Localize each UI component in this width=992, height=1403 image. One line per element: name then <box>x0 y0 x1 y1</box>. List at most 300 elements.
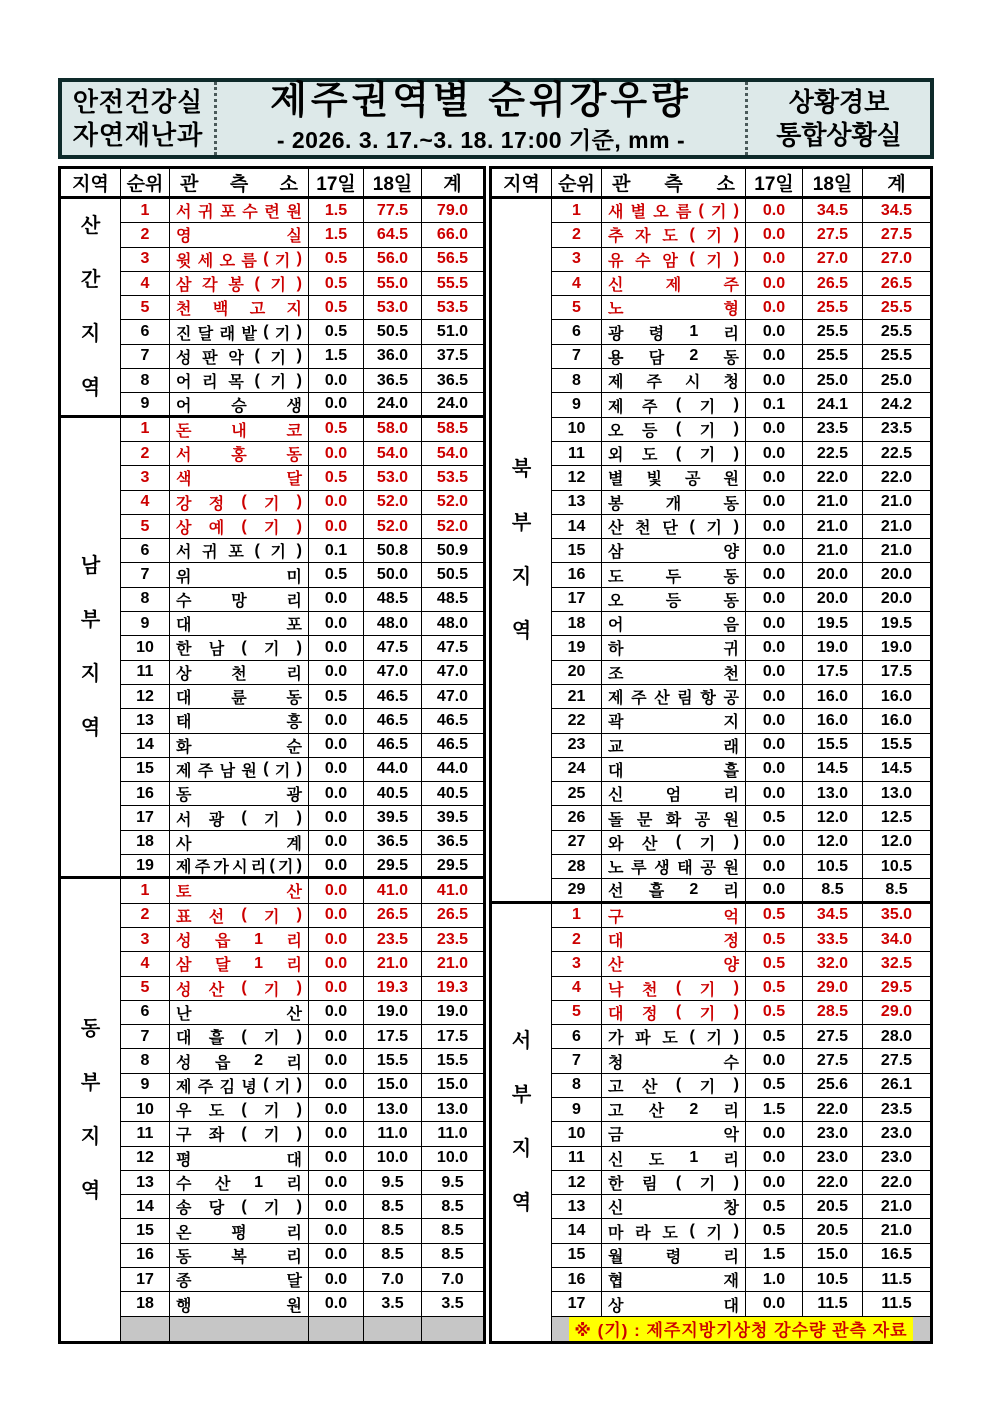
total-cell: 25.5 <box>863 320 930 344</box>
station-char: 귀 <box>198 204 214 222</box>
total-cell: 16.0 <box>863 709 930 733</box>
total-cell: 10.5 <box>863 855 930 879</box>
station-char: 협 <box>608 1273 624 1291</box>
station-char: ( <box>698 201 704 219</box>
rank-cell: 3 <box>121 928 170 952</box>
station-char: 흥 <box>286 714 302 732</box>
total-cell: 20.0 <box>863 563 930 587</box>
rank-cell: 14 <box>121 734 170 758</box>
station-char: 광 <box>208 811 225 829</box>
station-char: ) <box>296 1197 302 1215</box>
station-char: 원 <box>723 471 739 489</box>
day17-cell: 0.0 <box>746 1122 803 1146</box>
total-cell: 27.0 <box>863 248 930 272</box>
station-char: 표 <box>176 908 192 926</box>
station-char: 기 <box>706 252 722 270</box>
day17-cell: 0.5 <box>309 685 364 709</box>
station-char: ( <box>269 856 275 874</box>
day17-cell: 0.0 <box>746 685 803 709</box>
day17-cell: 0.0 <box>746 539 803 563</box>
station-char: 산 <box>286 884 302 902</box>
station-char: 기 <box>274 1078 291 1096</box>
day18-cell: 22.0 <box>803 1171 863 1195</box>
station-cell <box>170 199 309 223</box>
station-char: 라 <box>635 1224 651 1242</box>
rank-cell: 23 <box>552 734 602 758</box>
station-char: 정 <box>641 1005 658 1023</box>
station-char: 원 <box>723 860 739 878</box>
region-label <box>61 879 121 1341</box>
station-char: ) <box>733 1222 739 1240</box>
station-char: 사 <box>176 835 192 853</box>
total-cell: 39.5 <box>422 806 483 830</box>
day18-cell: 22.0 <box>803 1098 863 1122</box>
day18-cell: 7.0 <box>364 1268 422 1292</box>
total-header: 계 <box>863 169 930 199</box>
day17-cell: 0.0 <box>746 442 803 466</box>
station-char: 리 <box>286 957 302 975</box>
station-char: 등 <box>641 422 658 440</box>
station-char: 강 <box>176 495 192 513</box>
station-char: 지 <box>286 301 302 319</box>
station-char: 항 <box>700 690 716 708</box>
station-char: 원 <box>241 762 257 780</box>
station-char: 판 <box>202 349 218 367</box>
station-char: 화 <box>176 738 192 756</box>
rank-cell: 8 <box>121 369 170 393</box>
station-char: 삼 <box>176 277 192 295</box>
station-char: 령 <box>665 1248 682 1266</box>
rainfall-tables <box>58 166 933 1344</box>
day17-cell: 0.5 <box>746 1001 803 1025</box>
station-char: ( <box>254 347 260 365</box>
rank-cell: 2 <box>552 223 602 247</box>
station-cell <box>170 320 309 344</box>
station-cell <box>602 1292 746 1316</box>
station-char: ( <box>241 1027 247 1045</box>
total-cell: 15.0 <box>422 1074 483 1098</box>
day17-cell: 0.5 <box>309 248 364 272</box>
region-label-char: 지 <box>511 1138 532 1161</box>
day18-header: 18일 <box>364 169 422 199</box>
total-cell: 8.5 <box>422 1219 483 1243</box>
day18-cell: 36.0 <box>364 345 422 369</box>
station-char: 리 <box>723 1248 739 1266</box>
total-cell: 23.5 <box>422 928 483 952</box>
org-line2: 자연재난과 <box>72 119 204 150</box>
station-char: 리 <box>723 1151 739 1169</box>
rank-cell: 8 <box>552 369 602 393</box>
station-char: 제 <box>608 374 624 392</box>
station-cell <box>602 806 746 830</box>
rank-cell: 3 <box>552 248 602 272</box>
station-char: 도 <box>662 228 678 246</box>
station-char: 망 <box>231 592 247 610</box>
title-block <box>217 79 745 155</box>
total-cell: 8.5 <box>422 1244 483 1268</box>
station-char: ) <box>733 225 739 243</box>
rank-cell: 8 <box>121 1049 170 1073</box>
station-char: 대 <box>608 1005 624 1023</box>
station-cell <box>602 709 746 733</box>
day17-cell: 0.0 <box>309 491 364 515</box>
total-cell: 54.0 <box>422 442 483 466</box>
station-char: 측 <box>664 174 683 195</box>
station-cell <box>170 855 309 879</box>
total-cell: 24.2 <box>863 393 930 417</box>
station-char: ( <box>675 1173 682 1191</box>
day18-cell: 41.0 <box>364 879 422 903</box>
total-cell: 47.0 <box>422 685 483 709</box>
day18-cell: 16.0 <box>803 709 863 733</box>
day18-cell: 25.5 <box>803 320 863 344</box>
day18-cell: 27.0 <box>803 248 863 272</box>
day17-cell: 0.0 <box>309 734 364 758</box>
day18-cell: 20.5 <box>803 1195 863 1219</box>
day17-cell: 0.0 <box>746 612 803 636</box>
station-char: 평 <box>176 1151 192 1169</box>
total-cell: 66.0 <box>422 223 483 247</box>
day17-cell: 0.0 <box>309 393 364 417</box>
station-cell <box>170 1292 309 1316</box>
station-char: ( <box>241 1100 247 1118</box>
day18-cell: 19.3 <box>364 977 422 1001</box>
room-line1: 상황경보 <box>788 87 890 117</box>
station-char: 주 <box>197 1078 214 1096</box>
day18-cell: 15.0 <box>803 1244 863 1268</box>
station-char: 양 <box>723 957 739 975</box>
total-cell: 21.0 <box>863 515 930 539</box>
rank-cell: 10 <box>121 636 170 660</box>
day18-cell: 11.0 <box>364 1122 422 1146</box>
day18-cell: 77.5 <box>364 199 422 223</box>
station-char: 승 <box>231 397 247 415</box>
total-cell: 21.0 <box>863 539 930 563</box>
rank-cell: 16 <box>552 1268 602 1292</box>
day18-cell: 46.5 <box>364 709 422 733</box>
region-label-char: 서 <box>511 1030 532 1053</box>
region-label-char: 동 <box>80 1018 101 1041</box>
station-char: 남 <box>208 641 225 659</box>
station-char: 름 <box>675 204 692 222</box>
station-cell <box>602 782 746 806</box>
day18-cell: 32.0 <box>803 952 863 976</box>
total-cell: 26.1 <box>863 1074 930 1098</box>
day18-cell: 36.5 <box>364 369 422 393</box>
station-char: 어 <box>176 397 192 415</box>
rank-cell: 7 <box>552 1049 602 1073</box>
rank-cell: 17 <box>121 1268 170 1292</box>
station-char: 기 <box>699 422 716 440</box>
station-char: ( <box>241 638 247 656</box>
day17-cell: 0.0 <box>746 466 803 490</box>
station-char: 흘 <box>208 1030 225 1048</box>
station-char: 등 <box>665 592 682 610</box>
day18-cell: 15.0 <box>364 1074 422 1098</box>
station-char: ) <box>296 541 302 559</box>
station-char: 림 <box>641 1176 658 1194</box>
day18-cell: 50.8 <box>364 539 422 563</box>
station-char: 봉 <box>228 277 244 295</box>
station-cell <box>170 1147 309 1171</box>
station-char: 미 <box>286 568 302 586</box>
total-cell: 22.5 <box>863 442 930 466</box>
station-char: 어 <box>608 617 624 635</box>
day17-cell: 0.0 <box>309 612 364 636</box>
station-char: 억 <box>723 908 739 926</box>
total-cell: 32.5 <box>863 952 930 976</box>
day17-header: 17일 <box>309 169 364 199</box>
station-char: 청 <box>608 1054 624 1072</box>
station-char: 유 <box>608 252 624 270</box>
day18-cell: 8.5 <box>364 1195 422 1219</box>
day18-cell: 16.0 <box>803 685 863 709</box>
station-cell <box>602 442 746 466</box>
rank-cell: 6 <box>121 320 170 344</box>
station-char: 산 <box>608 520 624 537</box>
day18-cell: 23.0 <box>803 1147 863 1171</box>
day17-cell: 0.0 <box>746 491 803 515</box>
day17-cell: 0.0 <box>309 928 364 952</box>
day18-cell: 50.5 <box>364 320 422 344</box>
total-cell: 47.0 <box>422 661 483 685</box>
day17-cell: 0.5 <box>746 1195 803 1219</box>
region-label-char: 부 <box>80 608 101 631</box>
station-char: 오 <box>653 204 669 222</box>
day17-cell: 0.5 <box>309 272 364 296</box>
footnote-cell <box>552 1317 930 1341</box>
rank-cell: 6 <box>552 1025 602 1049</box>
station-char: 복 <box>231 1248 247 1266</box>
station-char: ( <box>241 1197 247 1215</box>
rank-cell: 22 <box>552 709 602 733</box>
station-char: ) <box>733 420 739 438</box>
rank-cell: 6 <box>121 539 170 563</box>
total-cell: 23.5 <box>863 418 930 442</box>
station-char: 별 <box>630 204 647 222</box>
station-char: 와 <box>608 835 624 853</box>
station-char: 기 <box>706 520 722 537</box>
region-label-char: 부 <box>511 511 532 534</box>
day17-cell: 0.0 <box>309 1098 364 1122</box>
total-cell: 15.5 <box>422 1049 483 1073</box>
rank-header: 순위 <box>121 169 170 199</box>
total-cell: 36.5 <box>422 369 483 393</box>
day17-cell: 0.5 <box>746 904 803 928</box>
station-char: 도 <box>641 447 658 465</box>
station-char: 도 <box>208 1103 225 1121</box>
total-cell: 12.0 <box>863 831 930 855</box>
station-char: 기 <box>699 447 716 465</box>
day17-cell: 0.0 <box>309 855 364 879</box>
org-line1: 안전건강실 <box>72 87 204 117</box>
station-char: 기 <box>270 349 286 367</box>
day17-cell: 0.0 <box>746 831 803 855</box>
station-char: ( <box>689 517 695 535</box>
station-cell <box>170 563 309 587</box>
station-char: 천 <box>635 520 651 537</box>
day18-cell: 20.5 <box>803 1219 863 1243</box>
station-char: 어 <box>176 374 192 392</box>
day18-cell: 22.5 <box>803 442 863 466</box>
rank-cell: 12 <box>121 685 170 709</box>
station-char: ( <box>241 906 247 924</box>
station-cell <box>170 831 309 855</box>
station-cell <box>602 758 746 782</box>
day18-cell: 25.6 <box>803 1074 863 1098</box>
station-cell <box>602 952 746 976</box>
total-cell: 44.0 <box>422 758 483 782</box>
rank-cell: 17 <box>552 588 602 612</box>
total-cell: 20.0 <box>863 588 930 612</box>
station-char: 리 <box>286 1248 302 1266</box>
station-char: 대 <box>176 617 192 635</box>
station-cell <box>602 320 746 344</box>
rank-cell: 6 <box>552 320 602 344</box>
station-cell <box>602 1001 746 1025</box>
total-cell: 26.5 <box>863 272 930 296</box>
station-char: ) <box>296 1027 302 1045</box>
day17-cell: 0.5 <box>746 1025 803 1049</box>
station-char: 삼 <box>176 957 192 975</box>
station-char: 동 <box>723 349 739 367</box>
station-char: 대 <box>176 1030 192 1048</box>
rank-cell: 10 <box>552 418 602 442</box>
station-char: 기 <box>277 859 294 877</box>
station-char: 주 <box>646 374 662 392</box>
station-char: 오 <box>608 592 624 610</box>
rank-cell: 14 <box>552 1219 602 1243</box>
region-label-char: 역 <box>511 1192 532 1215</box>
station-header <box>170 169 309 199</box>
day18-cell: 19.0 <box>803 636 863 660</box>
total-cell: 40.5 <box>422 782 483 806</box>
rank-cell: 18 <box>121 831 170 855</box>
rank-cell: 9 <box>121 393 170 417</box>
station-char: 흘 <box>723 762 739 780</box>
station-char: 2 <box>689 347 699 365</box>
station-char: 동 <box>723 592 739 610</box>
day18-cell: 46.5 <box>364 734 422 758</box>
station-char: 음 <box>723 617 739 635</box>
total-cell: 36.5 <box>422 831 483 855</box>
station-char: 기 <box>263 908 280 926</box>
station-char: 기 <box>274 325 291 343</box>
station-cell <box>170 1001 309 1025</box>
station-char: 수 <box>176 1176 192 1194</box>
station-char: 리 <box>723 883 739 901</box>
station-char: 서 <box>176 811 192 829</box>
total-cell: 21.0 <box>863 1219 930 1243</box>
rank-cell: 4 <box>121 952 170 976</box>
station-char: 공 <box>723 690 739 708</box>
station-cell <box>170 539 309 563</box>
station-cell <box>602 1244 746 1268</box>
day17-cell: 0.0 <box>746 782 803 806</box>
total-cell: 14.5 <box>863 758 930 782</box>
station-char: 래 <box>723 738 739 756</box>
station-cell <box>170 393 309 417</box>
station-cell <box>170 588 309 612</box>
station-char: ( <box>263 250 269 268</box>
total-cell: 25.5 <box>863 345 930 369</box>
day18-cell: 54.0 <box>364 442 422 466</box>
day18-cell: 23.5 <box>803 418 863 442</box>
day18-cell: 15.5 <box>803 734 863 758</box>
day18-cell: 27.5 <box>803 1049 863 1073</box>
station-char: 기 <box>699 835 716 853</box>
station-char: 내 <box>231 422 247 440</box>
rainfall-table-right <box>489 166 933 1344</box>
station-char: 서 <box>176 544 192 562</box>
station-char: 양 <box>723 544 739 562</box>
day17-cell: 0.0 <box>309 1171 364 1195</box>
station-cell <box>602 661 746 685</box>
station-char: 화 <box>665 811 682 829</box>
station-char: 리 <box>286 592 302 610</box>
station-char: 정 <box>723 933 739 951</box>
room-line2: 통합상황실 <box>776 119 902 150</box>
day18-cell: 40.5 <box>364 782 422 806</box>
station-char: 목 <box>228 374 244 392</box>
station-cell <box>602 369 746 393</box>
station-cell <box>170 1219 309 1243</box>
station-char: 기 <box>274 762 291 780</box>
station-char: 산 <box>641 835 658 853</box>
day17-cell: 0.0 <box>309 879 364 903</box>
day17-cell: 0.0 <box>746 296 803 320</box>
total-cell: 48.0 <box>422 612 483 636</box>
day18-cell: 52.0 <box>364 491 422 515</box>
day17-cell: 0.0 <box>309 588 364 612</box>
station-char: 시 <box>685 374 701 392</box>
total-cell: 46.5 <box>422 734 483 758</box>
rank-cell: 4 <box>121 272 170 296</box>
day17-cell: 0.5 <box>746 928 803 952</box>
station-char: 원 <box>723 811 739 829</box>
station-char: 2 <box>689 1100 699 1118</box>
rank-cell: 3 <box>121 466 170 490</box>
station-char: 포 <box>228 544 244 562</box>
region-label-char: 지 <box>80 662 101 685</box>
day17-cell: 0.0 <box>309 977 364 1001</box>
day17-cell: 0.0 <box>746 879 803 903</box>
station-char: ( <box>675 833 682 851</box>
rank-cell: 15 <box>121 758 170 782</box>
station-char: 김 <box>219 1078 236 1096</box>
station-cell <box>170 928 309 952</box>
rank-cell: 20 <box>552 661 602 685</box>
total-cell: 25.5 <box>863 296 930 320</box>
total-cell: 19.3 <box>422 977 483 1001</box>
station-char: 영 <box>176 228 192 246</box>
station-char: 기 <box>263 495 280 513</box>
station-char: 신 <box>608 787 624 805</box>
document-header <box>58 78 934 159</box>
day17-cell: 0.0 <box>746 855 803 879</box>
day17-cell: 0.5 <box>309 320 364 344</box>
rainfall-table-left <box>58 166 486 1344</box>
day18-cell: 19.0 <box>364 1001 422 1025</box>
total-cell: 11.0 <box>422 1122 483 1146</box>
station-char: 성 <box>176 933 192 951</box>
day17-cell: 0.5 <box>746 806 803 830</box>
day17-cell: 0.0 <box>746 223 803 247</box>
station-char: 한 <box>176 641 192 659</box>
day17-cell: 0.5 <box>746 1074 803 1098</box>
day18-cell: 21.0 <box>364 952 422 976</box>
station-char: ( <box>675 444 682 462</box>
